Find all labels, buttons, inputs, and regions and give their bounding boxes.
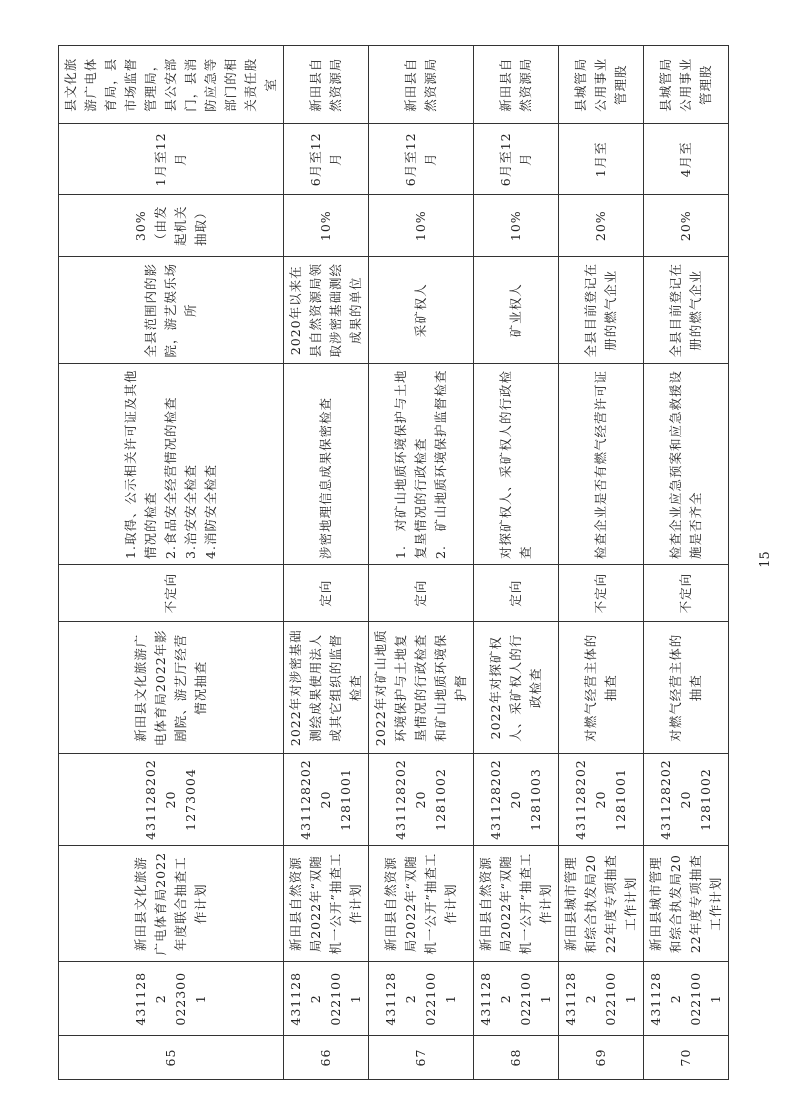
- cell-code: 4311282 0221001: [369, 962, 474, 1036]
- cell-time: 6月至12月: [369, 124, 474, 195]
- cell-code: 4311282 0221001: [559, 962, 644, 1036]
- cell-scope: 2020年以来在县自然资源局领取涉密基础测绘成果的单位: [284, 257, 369, 364]
- cell-items: [474, 364, 559, 565]
- cell-items: [59, 364, 284, 565]
- cell-ratio: 10%: [474, 195, 559, 257]
- cell-type: 定向: [284, 564, 369, 621]
- cell-task-code: 43112820220 1273004: [59, 754, 284, 846]
- cell-plan: 新田县自然资源局2022年“双随机一公开”抽查工作计划: [474, 845, 559, 962]
- cell-plan: 新田县自然资源局2022年“双随机一公开”抽查工作计划: [369, 845, 474, 962]
- cell-time: 1月至: [559, 124, 644, 195]
- cell-scope: 采矿权人: [369, 257, 474, 364]
- cell-type: 不定向: [559, 564, 644, 621]
- table-row: [369, 46, 474, 1080]
- cell-task: 2022年对探矿权人、采矿权人的行政检查: [474, 622, 559, 754]
- cell-items: [369, 364, 474, 565]
- cell-task: 2022年对涉密基础测绘成果使用法人或其它组织的监督检查: [284, 622, 369, 754]
- cell-type: 不定向: [59, 564, 284, 621]
- cell-ratio: 20%: [559, 195, 644, 257]
- cell-code: 4311282 0221001: [284, 962, 369, 1036]
- cell-dept: 县城管局公用事业管理股: [559, 46, 644, 124]
- check-item: 1. 对矿山地质环境保护与土地复垦情况的行政检查: [393, 369, 428, 559]
- table-row: [284, 46, 369, 1080]
- cell-ratio: 10%: [369, 195, 474, 257]
- cell-plan: 新田县城市管理和综合执发局2022年度专项抽查工作计划: [644, 845, 729, 962]
- cell-task: 新田县文化旅游广电体育局2022年影剧院、游艺厅经营情况抽查: [59, 622, 284, 754]
- cell-task-code: 43112820220 1281003: [474, 754, 559, 846]
- cell-task-code: 43112820220 1281001: [284, 754, 369, 846]
- cell-scope: 矿业权人: [474, 257, 559, 364]
- check-item: 检查企业应急预案和应急救援设施是否齐全: [668, 369, 703, 559]
- table-body: [59, 46, 729, 1080]
- cell-plan: 新田县自然资源局2022年“双随机一公开”抽查工作计划: [284, 845, 369, 962]
- check-item: 4.消防安全检查: [203, 464, 218, 559]
- rotated-table-container: [58, 45, 723, 1080]
- cell-plan: 新田县文化旅游广电体育局2022年度联合抽查工作计划: [59, 845, 284, 962]
- cell-code: 4311282 0221001: [644, 962, 729, 1036]
- inspection-plan-table: [58, 45, 729, 1080]
- table-row: [474, 46, 559, 1080]
- cell-type: 不定向: [644, 564, 729, 621]
- table-row: [559, 46, 644, 1080]
- cell-scope: 全县范围内的影院，游艺娱乐场所: [59, 257, 284, 364]
- cell-code: 4311282 0223001: [59, 962, 284, 1036]
- cell-task: 对燃气经营主体的抽查: [559, 622, 644, 754]
- cell-dept: 县城管局公用事业管理股: [644, 46, 729, 124]
- cell-seq: 70: [644, 1036, 729, 1080]
- cell-plan: 新田县城市管理和综合执发局2022年度专项抽查工作计划: [559, 845, 644, 962]
- cell-seq: 65: [59, 1036, 284, 1080]
- cell-seq: 67: [369, 1036, 474, 1080]
- cell-seq: 66: [284, 1036, 369, 1080]
- cell-task-code: 43112820220 1281001: [559, 754, 644, 846]
- cell-time: 6月至12月: [284, 124, 369, 195]
- cell-ratio: 10%: [284, 195, 369, 257]
- table-row: [644, 46, 729, 1080]
- cell-dept: 新田县自然资源局: [474, 46, 559, 124]
- cell-dept: 新田县自然资源局: [369, 46, 474, 124]
- check-item: 1.取得、公示相关许可证及其他情况的检查: [123, 369, 158, 559]
- cell-task: 对燃气经营主体的抽查: [644, 622, 729, 754]
- table-row: [59, 46, 284, 1080]
- cell-scope: 全县目前登记在册的燃气企业: [644, 257, 729, 364]
- cell-items: [559, 364, 644, 565]
- cell-type: 定向: [474, 564, 559, 621]
- cell-seq: 68: [474, 1036, 559, 1080]
- cell-time: 6月至12月: [474, 124, 559, 195]
- cell-dept: 县文化旅游广电体育局，县市场监督管理局，县公安部门，县消防应急等部门的相关责任股室: [59, 46, 284, 124]
- check-item: 涉密地理信息成果保密检查: [318, 396, 333, 559]
- cell-time: 1月至12月: [59, 124, 284, 195]
- check-item: 3.治安安全检查: [183, 464, 198, 559]
- check-item: 检查企业是否有燃气经营许可证: [593, 369, 608, 559]
- check-item: 2. 矿山地质环境保护监督检查: [433, 369, 448, 559]
- cell-ratio: 30%（由发起机关抽取）: [59, 195, 284, 257]
- cell-task-code: 43112820220 1281002: [369, 754, 474, 846]
- cell-scope: 全县目前登记在册的燃气企业: [559, 257, 644, 364]
- cell-task-code: 43112820220 1281002: [644, 754, 729, 846]
- cell-dept: 新田县自然资源局: [284, 46, 369, 124]
- check-item: 对探矿权人、采矿权人的行政检查: [498, 369, 533, 559]
- cell-task: 2022年对矿山地质环境保护与土地复垦情况的行政检查和矿山地质环境保护督: [369, 622, 474, 754]
- cell-type: 定向: [369, 564, 474, 621]
- cell-seq: 69: [559, 1036, 644, 1080]
- cell-time: 4月至: [644, 124, 729, 195]
- cell-ratio: 20%: [644, 195, 729, 257]
- page-number: 15: [757, 551, 773, 568]
- cell-code: 4311282 0221001: [474, 962, 559, 1036]
- cell-items: [284, 364, 369, 565]
- check-item: 2.食品安全经营情况的检查: [163, 396, 178, 559]
- cell-items: [644, 364, 729, 565]
